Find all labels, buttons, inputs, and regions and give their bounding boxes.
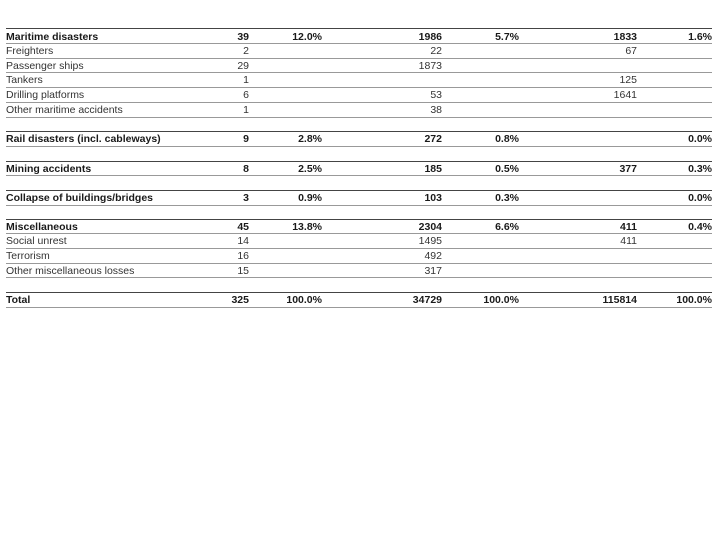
- table-row: [6, 264, 712, 278]
- row-label: Maritime disasters: [6, 31, 99, 43]
- table-row: [6, 234, 712, 248]
- victims-share: 100.0%: [483, 294, 519, 306]
- victims: 1495: [418, 235, 442, 247]
- row-label: Mining accidents: [6, 163, 92, 175]
- victims-share: 0.3%: [495, 192, 519, 204]
- row-label: Tankers: [6, 74, 43, 86]
- victims: 317: [424, 265, 442, 277]
- insured-loss: 411: [620, 235, 637, 247]
- table-row: [6, 44, 712, 58]
- insured-loss: 125: [619, 74, 637, 86]
- victims-share: 0.8%: [495, 133, 519, 145]
- victims: 22: [430, 45, 442, 57]
- insured-loss: 1641: [613, 89, 637, 101]
- row-label: Rail disasters (incl. cableways): [6, 133, 161, 145]
- table-row: [6, 73, 712, 87]
- insured-loss: 411: [620, 221, 637, 233]
- loss-share: 0.4%: [688, 221, 712, 233]
- event-count: 14: [237, 235, 249, 247]
- table-row: [6, 220, 712, 234]
- table-row: [6, 162, 712, 176]
- event-share: 2.8%: [298, 133, 322, 145]
- table-row: [6, 103, 712, 117]
- table-rule: [6, 28, 712, 29]
- victims: 1873: [418, 60, 442, 72]
- loss-share: 100.0%: [676, 294, 712, 306]
- row-label: Total: [6, 294, 31, 306]
- event-count: 1: [243, 104, 249, 116]
- row-label: Other miscellaneous losses: [6, 265, 135, 277]
- insured-loss: 1833: [613, 31, 637, 43]
- row-label: Freighters: [6, 45, 54, 57]
- victims: 272: [424, 133, 442, 145]
- event-count: 45: [237, 221, 249, 233]
- event-count: 3: [243, 192, 249, 204]
- loss-share: 0.0%: [688, 192, 712, 204]
- table-rule: [6, 307, 712, 308]
- event-count: 39: [237, 31, 249, 43]
- loss-share: 0.3%: [688, 163, 712, 175]
- victims: 2304: [418, 221, 442, 233]
- victims: 38: [430, 104, 442, 116]
- row-label: Collapse of buildings/bridges: [6, 192, 154, 204]
- table-row: [6, 191, 712, 205]
- table-row: [6, 30, 712, 44]
- event-count: 8: [243, 163, 249, 175]
- row-label: Terrorism: [6, 250, 50, 262]
- table-row: [6, 132, 712, 146]
- row-label: Miscellaneous: [6, 221, 78, 233]
- victims: 492: [424, 250, 442, 262]
- victims-share: 0.5%: [495, 163, 519, 175]
- event-share: 2.5%: [298, 163, 322, 175]
- row-label: Passenger ships: [6, 60, 84, 72]
- victims: 34729: [412, 294, 442, 306]
- table-row: [6, 293, 712, 307]
- loss-share: 1.6%: [688, 31, 712, 43]
- event-share: 100.0%: [286, 294, 322, 306]
- event-count: 2: [243, 45, 249, 57]
- insured-loss: 115814: [602, 294, 637, 306]
- victims-share: 6.6%: [495, 221, 519, 233]
- table-row: [6, 88, 712, 102]
- event-share: 12.0%: [292, 31, 322, 43]
- row-label: Other maritime accidents: [6, 104, 123, 116]
- table-rule: [6, 146, 712, 147]
- victims-share: 5.7%: [495, 31, 519, 43]
- table-row: [6, 59, 712, 73]
- table-rule: [6, 117, 712, 118]
- victims: 1986: [418, 31, 442, 43]
- event-share: 13.8%: [292, 221, 322, 233]
- event-count: 325: [231, 294, 249, 306]
- event-count: 1: [243, 74, 249, 86]
- event-share: 0.9%: [298, 192, 322, 204]
- loss-share: 0.0%: [688, 133, 712, 145]
- event-count: 29: [237, 60, 249, 72]
- victims: 185: [424, 163, 442, 175]
- event-count: 9: [243, 133, 249, 145]
- insured-loss: 67: [625, 45, 637, 57]
- victims: 53: [430, 89, 442, 101]
- insured-loss: 377: [619, 163, 637, 175]
- event-count: 6: [243, 89, 249, 101]
- table-row: [6, 249, 712, 263]
- row-label: Drilling platforms: [6, 89, 85, 101]
- table-rule: [6, 205, 712, 206]
- row-label: Social unrest: [6, 235, 67, 247]
- event-count: 16: [237, 250, 249, 262]
- event-count: 15: [237, 265, 249, 277]
- victims: 103: [424, 192, 442, 204]
